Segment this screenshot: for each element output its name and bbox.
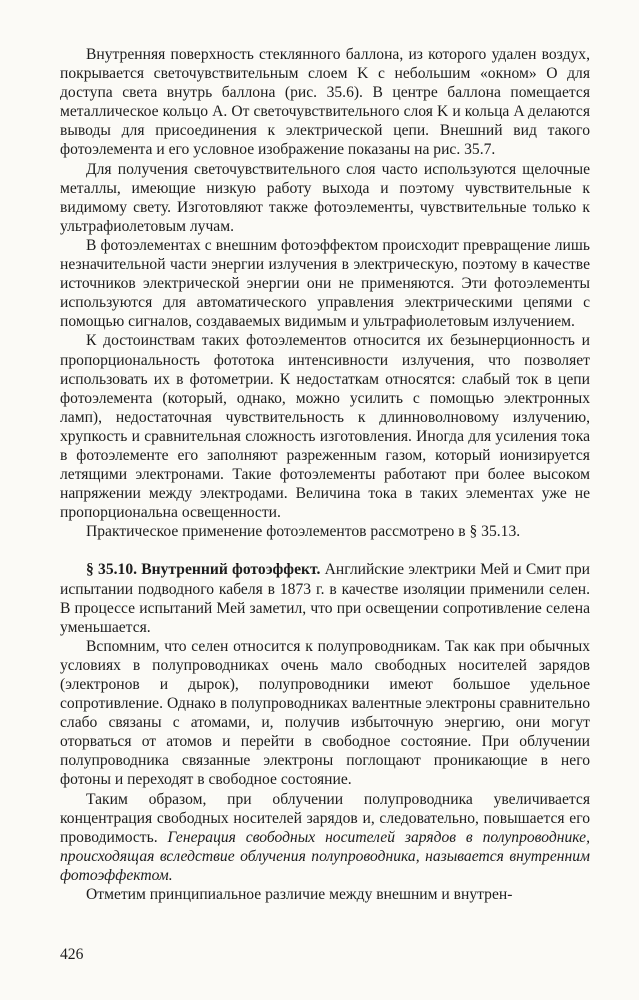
paragraph-text: Английские электрики Мей и Смит при испытании подводного кабеля в 1873 г. в качестве изоляции применили селен. В процессе испытаний Мей заметил, что при освещении сопротивление селена уменьшается.	[60, 561, 590, 636]
page-number: 426	[60, 946, 84, 963]
paragraph-advantages-disadvantages: К достоинствам таких фотоэлементов относится их безынерционность и пропорциональность фототока интенсивности излучения, что позволяет использовать их в фотометрии. К недостаткам относятся: слабый ток в цепи фотоэлемента (который, однако, можно усилить с помощью электронных ламп), недостаточная чувствительность к длинноволновому излучению, хрупкость и сравнительная сложность изготовления. Иногда для усиления тока в фотоэлементе его заполняют разреженным газом, который ионизируется летящими электронами. Такие фотоэлементы работают при более высоком напряжении между электродами. Величина тока в таких элементах уже не пропорциональна освещенности.	[60, 332, 590, 522]
paragraph-definition	[60, 790, 590, 885]
paragraph-difference: Отметим принципиальное различие между внешним и внутрен-	[86, 886, 513, 904]
paragraph-semiconductors: Вспомним, что селен относится к полупроводникам. Так как при обычных условиях в полупроводниках очень мало свободных носителей зарядов (электронов и дырок), полупроводники имеют большое удельное сопротивление. Однако в полупроводниках валентные электроны сравнительно слабо связаны с атомами, и, получив избыточную энергию, они могут оторваться от атомов и перейти в свободное состояние. При облучении полупроводника связанные электроны поглощают проникающие в него фотоны и переходят в свободное состояние.	[60, 637, 590, 789]
paragraph-external-photoeffect-use: В фотоэлементах с внешним фотоэффектом происходит превращение лишь незначительной части энергии излучения в электрическую, поэтому в качестве источников электрической энергии они не применяются. Эти фотоэлементы используются для автоматического управления электрическими цепями с помощью сигналов, создаваемых видимым и ультрафиолетовым излучением.	[60, 236, 590, 331]
paragraph-text: Таким образом, при облучении полупроводника увеличивается концентрация свободных носителей зарядов и, следовательно, повышается его проводимость.	[60, 790, 590, 846]
paragraph-sensitive-layer: Для получения светочувствительного слоя часто используются щелочные металлы, имеющие низкую работу выхода и поэтому чувствительные к видимому свету. Изготовляют также фотоэлементы, чувствительные только к ультрафиолетовым лучам.	[60, 160, 590, 235]
section-heading: § 35.10. Внутренний фотоэффект.	[86, 561, 321, 579]
paragraph-photocell-construction: Внутренняя поверхность стеклянного баллона, из которого удален воздух, покрывается светочувствительным слоем K с небольшим «окном» O для доступа света внутрь баллона (рис. 35.6). В центре баллона помещается металлическое кольцо A. От светочувствительного слоя K и кольца A делаются выводы для присоединения к электрической цепи. Внешний вид такого фотоэлемента и его условное изображение показаны на рис. 35.7.	[60, 46, 590, 159]
paragraph-internal-photoeffect-intro	[60, 560, 590, 636]
paragraph-practical-application: Практическое применение фотоэлементов рассмотрено в § 35.13.	[86, 523, 521, 541]
book-page	[60, 45, 590, 904]
definition-italic: Генерация свободных носителей зарядов в полупроводнике, происходящая вследствие облучения полупроводника, называется внутренним фотоэффектом.	[60, 828, 590, 884]
